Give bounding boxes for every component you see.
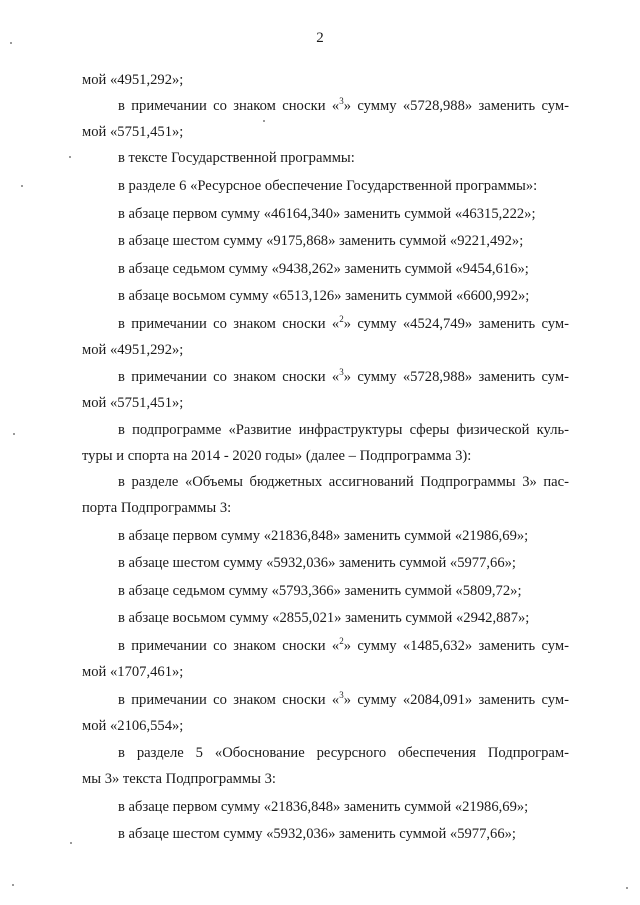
text-fragment: » сумму «2084,091» заменить сум- [343, 692, 569, 708]
text-fragment: » сумму «4524,749» заменить сум- [343, 316, 569, 332]
scan-speck [13, 433, 15, 435]
text-line: в разделе 6 «Ресурсное обеспечение Государственной программы»: [118, 178, 538, 194]
scan-speck [70, 842, 72, 844]
text-line: в абзаце шестом сумму «5932,036» заменить суммой «5977,66»; [118, 826, 516, 842]
text-line [118, 690, 569, 710]
text-fragment: » сумму «5728,988» заменить сум- [343, 369, 569, 385]
text-fragment: в примечании со знаком сноски « [118, 316, 340, 332]
text-fragment: » сумму «1485,632» заменить сум- [343, 638, 569, 654]
text-line: в тексте Государственной программы: [118, 150, 355, 166]
text-line: в абзаце первом сумму «46164,340» заменить суммой «46315,222»; [118, 206, 536, 222]
text-line: в абзаце первом сумму «21836,848» заменить суммой «21986,69»; [118, 799, 529, 815]
text-line: в разделе «Объемы бюджетных ассигнований Подпрограммы 3» пас- [118, 474, 569, 490]
text-line: в абзаце шестом сумму «5932,036» заменить суммой «5977,66»; [118, 555, 516, 571]
scan-speck [626, 887, 628, 889]
text-line: в абзаце восьмом сумму «2855,021» заменить суммой «2942,887»; [118, 610, 530, 626]
text-line: мы 3» текста Подпрограммы 3: [82, 771, 276, 787]
text-fragment: в примечании со знаком сноски « [118, 692, 340, 708]
footnote-mark: 3 [339, 690, 344, 700]
page-number: 2 [316, 30, 324, 46]
text-line: в разделе 5 «Обоснование ресурсного обеспечения Подпрограм- [118, 745, 569, 761]
text-line: в подпрограмме «Развитие инфраструктуры сферы физической куль- [118, 422, 569, 438]
scan-speck [69, 156, 71, 158]
text-line [118, 367, 569, 387]
text-fragment: » сумму «5728,988» заменить сум- [343, 98, 569, 114]
text-line: мой «2106,554»; [82, 718, 184, 734]
text-line: мой «4951,292»; [82, 72, 184, 88]
footnote-mark: 3 [339, 367, 344, 377]
text-line: в абзаце первом сумму «21836,848» заменить суммой «21986,69»; [118, 528, 529, 544]
footnote-mark: 3 [339, 96, 344, 106]
scan-speck [10, 42, 12, 44]
text-line: мой «5751,451»; [82, 395, 184, 411]
text-line: туры и спорта на 2014 - 2020 годы» (далее – Подпрограмма 3): [82, 448, 472, 464]
text-line: мой «5751,451»; [82, 124, 184, 140]
text-line: мой «1707,461»; [82, 664, 184, 680]
scan-speck [12, 884, 14, 886]
text-line: в абзаце седьмом сумму «9438,262» заменить суммой «9454,616»; [118, 261, 529, 277]
text-fragment: в примечании со знаком сноски « [118, 98, 340, 114]
text-line [118, 96, 569, 116]
footnote-mark: 2 [339, 314, 344, 324]
text-line [118, 314, 569, 334]
text-fragment: в примечании со знаком сноски « [118, 638, 340, 654]
text-line: в абзаце восьмом сумму «6513,126» заменить суммой «6600,992»; [118, 288, 530, 304]
text-line: в абзаце шестом сумму «9175,868» заменить суммой «9221,492»; [118, 233, 524, 249]
text-line [118, 636, 569, 656]
scan-speck [21, 185, 23, 187]
text-line: порта Подпрограммы 3: [82, 500, 232, 516]
footnote-mark: 2 [339, 636, 344, 646]
text-fragment: в примечании со знаком сноски « [118, 369, 340, 385]
text-line: мой «4951,292»; [82, 342, 184, 358]
scan-speck [263, 120, 265, 122]
text-line: в абзаце седьмом сумму «5793,366» заменить суммой «5809,72»; [118, 583, 522, 599]
